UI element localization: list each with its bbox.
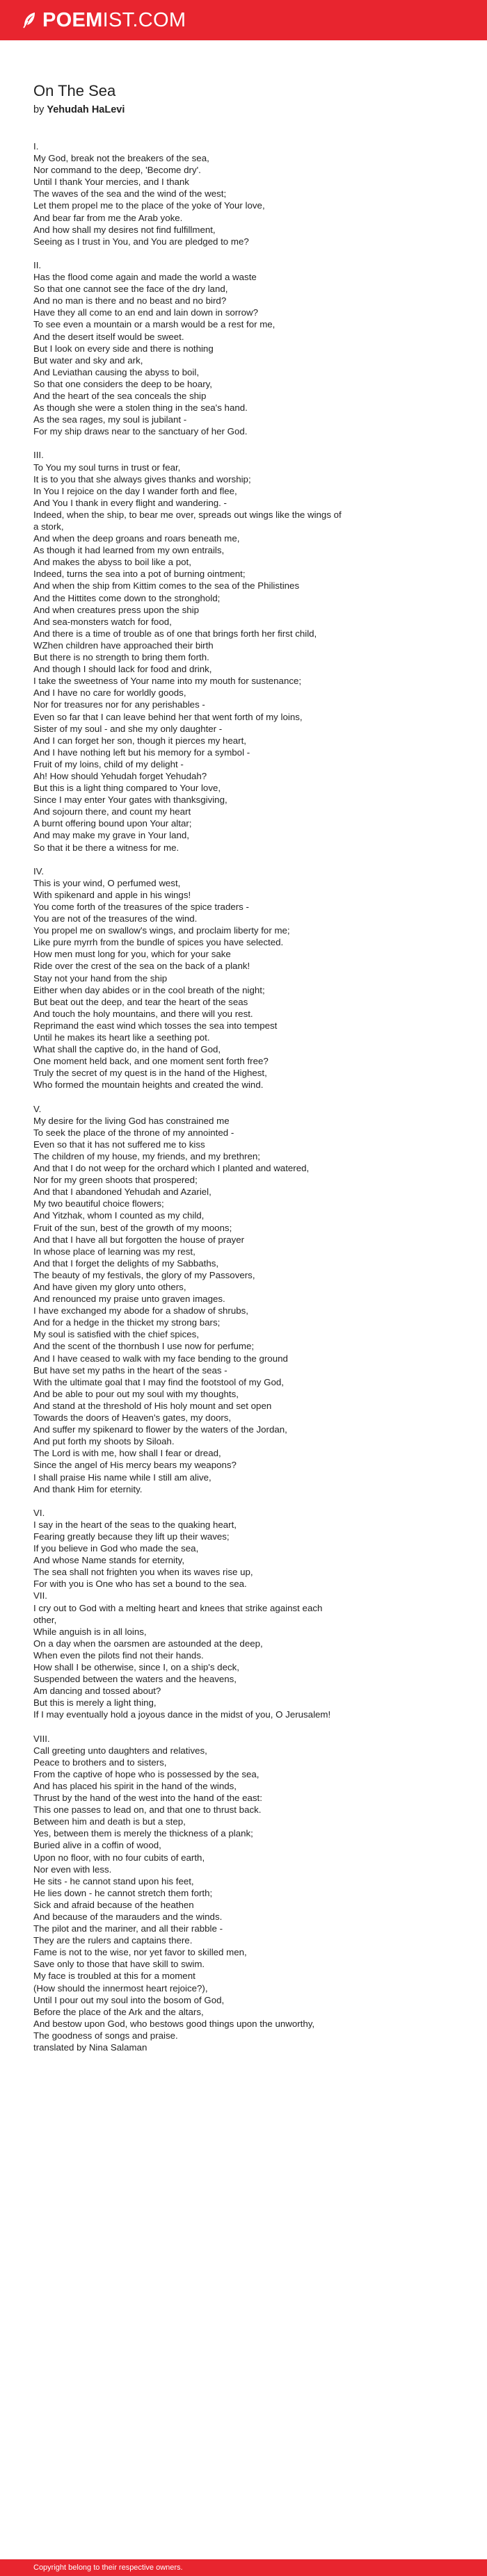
stanza bbox=[33, 1733, 458, 2054]
poem-line: The waves of the sea and the wind of the west; bbox=[33, 188, 227, 199]
poem-line: My desire for the living God has constrained me bbox=[33, 1115, 230, 1126]
poem-line: Nor even with less. bbox=[33, 1864, 112, 1875]
poem-line: Has the flood come again and made the world a waste bbox=[33, 272, 257, 283]
poem-body bbox=[33, 140, 458, 2053]
poem-line: My face is troubled at this for a moment bbox=[33, 1971, 195, 1982]
poem-line: With the ultimate goal that I may find the footstool of my God, bbox=[33, 1376, 284, 1387]
poem-line: The beauty of my festivals, the glory of my Passovers, bbox=[33, 1269, 255, 1280]
poem-line: And has placed his spirit in the hand of the winds, bbox=[33, 1780, 237, 1791]
poem-line: Sick and afraid because of the heathen bbox=[33, 1899, 194, 1910]
poem-line: Am dancing and tossed about? bbox=[33, 1686, 161, 1697]
poem-line: And stand at the threshold of His holy mount and set open bbox=[33, 1400, 272, 1411]
poem-line: And the heart of the sea conceals the ship bbox=[33, 390, 207, 401]
poem-line: But this is merely a light thing, bbox=[33, 1697, 157, 1709]
poem-line: Towards the doors of Heaven's gates, my doors, bbox=[33, 1412, 232, 1424]
poem-line: (How should the innermost heart rejoice?), bbox=[33, 1982, 208, 1994]
poem-line: And the scent of the thornbush I use now for perfume; bbox=[33, 1341, 255, 1352]
by-label: by bbox=[33, 104, 45, 115]
poem-line: Fruit of my loins, child of my delight - bbox=[33, 758, 184, 769]
poem-line: Sister of my soul - and she my only daughter - bbox=[33, 723, 223, 734]
poem-line: And I have nothing left but his memory for a symbol - bbox=[33, 747, 250, 758]
poem-line: Fearing greatly because they lift up their waves; bbox=[33, 1531, 230, 1542]
feather-icon bbox=[21, 12, 38, 28]
poem-line: And be able to pour out my soul with my thoughts, bbox=[33, 1388, 239, 1399]
poem-line: In You I rejoice on the day I wander forth and flee, bbox=[33, 485, 237, 496]
top-bar bbox=[0, 0, 487, 40]
poem-line: Buried alive in a coffin of wood, bbox=[33, 1840, 161, 1851]
poem-line: What shall the captive do, in the hand of God, bbox=[33, 1044, 221, 1055]
stanza bbox=[33, 449, 458, 853]
stanza bbox=[33, 865, 458, 1091]
poem-line: Fame is not to the wise, nor yet favor to skilled men, bbox=[33, 1947, 247, 1958]
poem-line: And that I have all but forgotten the house of prayer bbox=[33, 1234, 245, 1245]
poem-line: Nor for my green shoots that prospered; bbox=[33, 1175, 198, 1186]
poem-line: WZhen children have approached their birth bbox=[33, 639, 214, 651]
poem-line: With spikenard and apple in his wings! bbox=[33, 889, 191, 900]
poem-line: And Yitzhak, whom I counted as my child, bbox=[33, 1210, 205, 1221]
stanza bbox=[33, 259, 458, 437]
stanza-number: VIII. bbox=[33, 1733, 50, 1744]
site-logo[interactable] bbox=[21, 9, 186, 31]
stanza-number: VI. bbox=[33, 1507, 45, 1518]
poem-line: Truly the secret of my quest is in the hand of the Highest, bbox=[33, 1068, 267, 1079]
poem-line: And put forth my shoots by Siloah. bbox=[33, 1436, 175, 1447]
poem-line: And because of the marauders and the winds. bbox=[33, 1911, 223, 1922]
poem-line: And sea-monsters watch for food, bbox=[33, 616, 172, 627]
poem-line: I say in the heart of the seas to the quaking heart, bbox=[33, 1519, 237, 1530]
byline bbox=[33, 103, 458, 117]
poem-line: For with you is One who has set a bound to the sea. bbox=[33, 1579, 247, 1590]
poem-line: Yes, between them is merely the thickness of a plank; bbox=[33, 1828, 253, 1839]
poem-line: You are not of the treasures of the wind. bbox=[33, 913, 198, 924]
poem-line: From the captive of hope who is possessed by the sea, bbox=[33, 1768, 260, 1779]
poem-line: Have they all come to an end and lain down in sorrow? bbox=[33, 307, 259, 318]
stanza-number: V. bbox=[33, 1103, 42, 1114]
poem-line: As the sea rages, my soul is jubilant - bbox=[33, 414, 187, 425]
poem-line: The goodness of songs and praise. bbox=[33, 2030, 178, 2041]
logo-text bbox=[42, 9, 186, 31]
stanza-number: IV. bbox=[33, 865, 45, 877]
poem-line: And I have no care for worldly goods, bbox=[33, 687, 186, 699]
poem-line: And that I abandoned Yehudah and Azariel, bbox=[33, 1187, 211, 1198]
poem-line: Until I thank Your mercies, and I thank bbox=[33, 177, 189, 188]
poem-line: Before the place of the Ark and the altars, bbox=[33, 2006, 204, 2017]
poem-line: And You I thank in every flight and wandering. - bbox=[33, 497, 227, 508]
poem-line: Between him and death is but a step, bbox=[33, 1816, 186, 1827]
poem-line: Even so that it has not suffered me to kiss bbox=[33, 1139, 205, 1150]
footer-bar bbox=[0, 2559, 487, 2576]
poem-line: And touch the holy mountains, and there will you rest. bbox=[33, 1008, 253, 1019]
poem-line: Who formed the mountain heights and created the wind. bbox=[33, 1079, 264, 1091]
poem-line: He sits - he cannot stand upon his feet, bbox=[33, 1875, 194, 1886]
poem-line: To see even a mountain or a marsh would be a rest for me, bbox=[33, 319, 276, 330]
logo-bold-text: POEM bbox=[42, 9, 103, 31]
poem-line: My God, break not the breakers of the sea, bbox=[33, 153, 209, 164]
poem-line: And that I do not weep for the orchard which I planted and watered, bbox=[33, 1163, 310, 1174]
poem-line: And I can forget her son, though it pierces my heart, bbox=[33, 735, 246, 746]
poem-line: Even so far that I can leave behind her that went forth of my loins, bbox=[33, 711, 303, 722]
stanza-number: VII. bbox=[33, 1590, 47, 1601]
poem-line: other, bbox=[33, 1614, 57, 1625]
poem-line: And when the ship from Kittim comes to the sea of the Philistines bbox=[33, 580, 300, 592]
poem-line: And though I should lack for food and drink, bbox=[33, 664, 212, 675]
poem-line: Indeed, when the ship, to bear me over, spreads out wings like the wings of bbox=[33, 509, 342, 520]
poem-line: And when creatures press upon the ship bbox=[33, 604, 200, 615]
poem-line: And how shall my desires not find fulfillment, bbox=[33, 224, 216, 235]
poem-line: But have set my paths in the heart of the seas - bbox=[33, 1364, 227, 1376]
poem-line: One moment held back, and one moment sent forth free? bbox=[33, 1056, 269, 1067]
poem-content bbox=[33, 82, 458, 2065]
poem-line: A burnt offering bound upon Your altar; bbox=[33, 818, 192, 829]
poem-line: And suffer my spikenard to flower by the waters of the Jordan, bbox=[33, 1424, 287, 1435]
stanza bbox=[33, 1103, 458, 1495]
poem-line: This is your wind, O perfumed west, bbox=[33, 877, 181, 888]
stanza bbox=[33, 140, 458, 247]
poem-line: Ah! How should Yehudah forget Yehudah? bbox=[33, 770, 207, 781]
poem-line: Stay not your hand from the ship bbox=[33, 972, 168, 984]
poem-line: Thrust by the hand of the west into the hand of the east: bbox=[33, 1793, 262, 1804]
poem-line: I have exchanged my abode for a shadow of shrubs, bbox=[33, 1305, 248, 1316]
poem-line: Fruit of the sun, best of the growth of my moons; bbox=[33, 1222, 232, 1233]
poem-line: So that one cannot see the face of the dry land, bbox=[33, 284, 228, 295]
poem-line: I take the sweetness of Your name into my mouth for sustenance; bbox=[33, 676, 302, 687]
poem-line: And that I forget the delights of my Sabbaths, bbox=[33, 1257, 219, 1269]
poem-line: Either when day abides or in the cool breath of the night; bbox=[33, 984, 265, 995]
poem-line: When even the pilots find not their hands. bbox=[33, 1649, 204, 1661]
poem-line: I shall praise His name while I still am alive, bbox=[33, 1472, 211, 1483]
poem-line: As though it had learned from my own entrails, bbox=[33, 545, 225, 556]
poem-line: My soul is satisfied with the chief spices, bbox=[33, 1329, 199, 1340]
stanza-number: III. bbox=[33, 450, 44, 461]
poem-line: And renounced my praise unto graven images. bbox=[33, 1294, 225, 1305]
copyright-text: Copyright belong to their respective owners. bbox=[33, 2563, 183, 2572]
poem-line: And whose Name stands for eternity, bbox=[33, 1555, 185, 1566]
poem-line: The pilot and the mariner, and all their rabble - bbox=[33, 1923, 223, 1934]
poem-line: And makes the abyss to boil like a pot, bbox=[33, 557, 191, 568]
poem-line: And have given my glory unto others, bbox=[33, 1282, 186, 1292]
poem-line: How men must long for you, which for your sake bbox=[33, 949, 231, 960]
poem-line: My two beautiful choice flowers; bbox=[33, 1198, 164, 1209]
poem-line: To You my soul turns in trust or fear, bbox=[33, 462, 181, 473]
poem-line: And bestow upon God, who bestows good things upon the unworthy, bbox=[33, 2018, 315, 2029]
poem-line: And bear far from me the Arab yoke. bbox=[33, 212, 183, 223]
poem-line: For my ship draws near to the sanctuary of her God. bbox=[33, 426, 248, 437]
poem-line: And no man is there and no beast and no bird? bbox=[33, 295, 227, 307]
poem-line: But I look on every side and there is nothing bbox=[33, 343, 214, 354]
poem-line: It is to you that she always gives thanks and worship; bbox=[33, 473, 251, 484]
poem-line: But beat out the deep, and tear the heart of the seas bbox=[33, 996, 248, 1007]
poem-line: And for a hedge in the thicket my strong bars; bbox=[33, 1317, 221, 1328]
poem-line: How shall I be otherwise, since I, on a ship's deck, bbox=[33, 1662, 239, 1672]
poem-line: They are the rulers and captains there. bbox=[33, 1935, 193, 1946]
poem-line: And there is a time of trouble as of one that brings forth her first child, bbox=[33, 628, 317, 639]
poem-line: But there is no strength to bring them forth. bbox=[33, 652, 209, 663]
poem-line: And when the deep groans and roars beneath me, bbox=[33, 533, 240, 544]
poem-line: To seek the place of the throne of my annointed - bbox=[33, 1127, 234, 1138]
poem-line: Peace to brothers and to sisters, bbox=[33, 1756, 167, 1768]
poem-line: Save only to those that have skill to swim. bbox=[33, 1959, 205, 1970]
poem-line: Suspended between the waters and the heavens, bbox=[33, 1674, 237, 1685]
translator-credit: translated by Nina Salaman bbox=[33, 2042, 147, 2053]
stanza-number: II. bbox=[33, 259, 42, 270]
poem-line: But water and sky and ark, bbox=[33, 354, 143, 366]
poem-line: And sojourn there, and count my heart bbox=[33, 806, 191, 817]
poem-line: If I may eventually hold a joyous dance in the midst of you, O Jerusalem! bbox=[33, 1709, 331, 1720]
poem-line: a stork, bbox=[33, 521, 64, 532]
poem-line: On a day when the oarsmen are astounded at the deep, bbox=[33, 1638, 263, 1649]
poem-title: On The Sea bbox=[33, 82, 116, 99]
poem-line: Nor for treasures nor for any perishables - bbox=[33, 699, 205, 710]
poem-line: You come forth of the treasures of the spice traders - bbox=[33, 902, 249, 912]
poem-line: And may make my grave in Your land, bbox=[33, 830, 189, 841]
poem-line: So that it be there a witness for me. bbox=[33, 842, 179, 853]
poem-line: In whose place of learning was my rest, bbox=[33, 1246, 195, 1257]
poem-line: And the desert itself would be sweet. bbox=[33, 331, 184, 342]
poem-line: If you believe in God who made the sea, bbox=[33, 1543, 199, 1554]
poem-line: Until I pour out my soul into the bosom of God, bbox=[33, 1994, 225, 2005]
poem-line: Seeing as I trust in You, and You are pledged to me? bbox=[33, 236, 249, 247]
logo-light-text: IST.COM bbox=[102, 9, 186, 31]
poem-line: He lies down - he cannot stretch them forth; bbox=[33, 1887, 213, 1898]
poem-line: And thank Him for eternity. bbox=[33, 1483, 143, 1494]
poem-line: This one passes to lead on, and that one to thrust back. bbox=[33, 1804, 262, 1816]
poem-line: So that one considers the deep to be hoary, bbox=[33, 378, 213, 389]
poem-line: And Leviathan causing the abyss to boil, bbox=[33, 366, 200, 377]
poem-line: I cry out to God with a melting heart and knees that strike against each bbox=[33, 1602, 323, 1613]
poem-line: The children of my house, my friends, and my brethren; bbox=[33, 1150, 260, 1161]
poem-line: The sea shall not frighten you when its waves rise up, bbox=[33, 1567, 253, 1578]
poem-line: But this is a light thing compared to Your love, bbox=[33, 783, 221, 794]
stanza bbox=[33, 1507, 458, 1590]
poem-line: As though she were a stolen thing in the sea's hand. bbox=[33, 402, 248, 414]
poem-line: And the Hittites come down to the stronghold; bbox=[33, 592, 221, 603]
poem-line: Upon no floor, with no four cubits of earth, bbox=[33, 1852, 205, 1863]
poem-line: The Lord is with me, how shall I fear or dread, bbox=[33, 1448, 221, 1459]
poem-line: Since I may enter Your gates with thanksgiving, bbox=[33, 794, 227, 806]
author-link[interactable]: Yehudah HaLevi bbox=[47, 104, 125, 115]
poem-line: Until he makes its heart like a seething pot. bbox=[33, 1032, 210, 1043]
poem-line: Let them propel me to the place of the yoke of Your love, bbox=[33, 200, 265, 211]
stanza-number: I. bbox=[33, 141, 39, 152]
poem-line: And I have ceased to walk with my face bending to the ground bbox=[33, 1353, 288, 1364]
poem-line: Ride over the crest of the sea on the back of a plank! bbox=[33, 961, 250, 972]
poem-line: Call greeting unto daughters and relatives, bbox=[33, 1745, 207, 1756]
poem-line: Since the angel of His mercy bears my weapons? bbox=[33, 1460, 237, 1471]
poem-line: Nor command to the deep, 'Become dry'. bbox=[33, 165, 201, 176]
poem-line: Like pure myrrh from the bundle of spices you have selected. bbox=[33, 937, 284, 948]
poem-line: Indeed, turns the sea into a pot of burning ointment; bbox=[33, 569, 246, 580]
poem-line: Reprimand the east wind which tosses the sea into tempest bbox=[33, 1020, 278, 1031]
stanza bbox=[33, 1590, 458, 1720]
poem-line: You propel me on swallow's wings, and proclaim liberty for me; bbox=[33, 925, 290, 936]
poem-line: While anguish is in all loins, bbox=[33, 1626, 147, 1637]
